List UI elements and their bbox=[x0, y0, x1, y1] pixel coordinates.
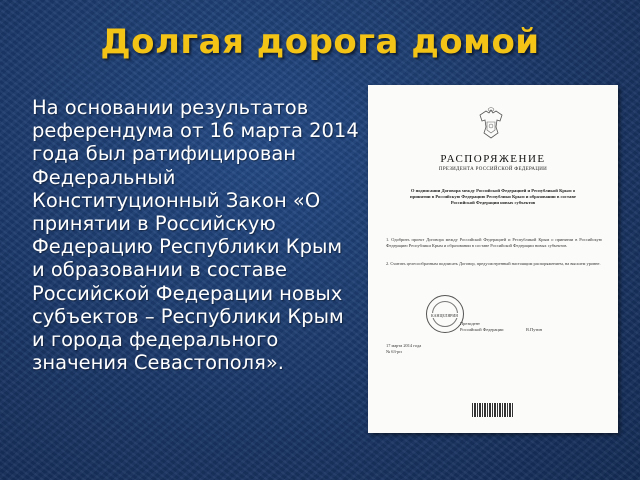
decree-date: 17 марта 2014 года bbox=[386, 343, 422, 348]
coat-of-arms-icon bbox=[476, 107, 506, 141]
decree-title: РАСПОРЯЖЕНИЕ bbox=[440, 153, 546, 165]
decree-number: № 63-рп bbox=[386, 349, 402, 354]
barcode bbox=[472, 403, 514, 417]
decree-heading: О подписании Договора между Российской Федерацией и Республикой Крым о принятии в Российскую Федерацию Республики Крым и образовании в составе Российской Федерации новых субъектов bbox=[410, 188, 576, 205]
slide-title: Долгая дорога домой bbox=[100, 22, 540, 62]
body-text: На основании результатов референдума от 16 марта 2014 года был ратифицирован Федеральный Конституционный Закон «О принятии в Российскую Федерацию Республики Крым и образовании в составе Российской Федерации новых субъектов – Республики Крым и города федерального значения Севастополя». bbox=[32, 96, 359, 375]
signature-name: В.Путин bbox=[526, 327, 543, 332]
stamp-label: КАНЦЕЛЯРИЯ bbox=[431, 313, 458, 318]
signature-role: Президент Российской Федерации bbox=[460, 321, 504, 332]
decree-item-1: 1. Одобрить проект Договора между Российской Федерацией и Республикой Крым о принятии в Российскую Федерацию Республики Крым и образовании в составе Российской Федерации новых субъектов. bbox=[386, 237, 602, 248]
decree-item-2: 2. Считать целесообразным подписать Договор, предусмотренный настоящим распоряжением, на высшем уровне. bbox=[386, 261, 601, 266]
decree-document-image bbox=[368, 85, 618, 433]
decree-date-number bbox=[386, 343, 421, 355]
decree-subtitle: ПРЕЗИДЕНТА РОССИЙСКОЙ ФЕДЕРАЦИИ bbox=[438, 167, 548, 172]
